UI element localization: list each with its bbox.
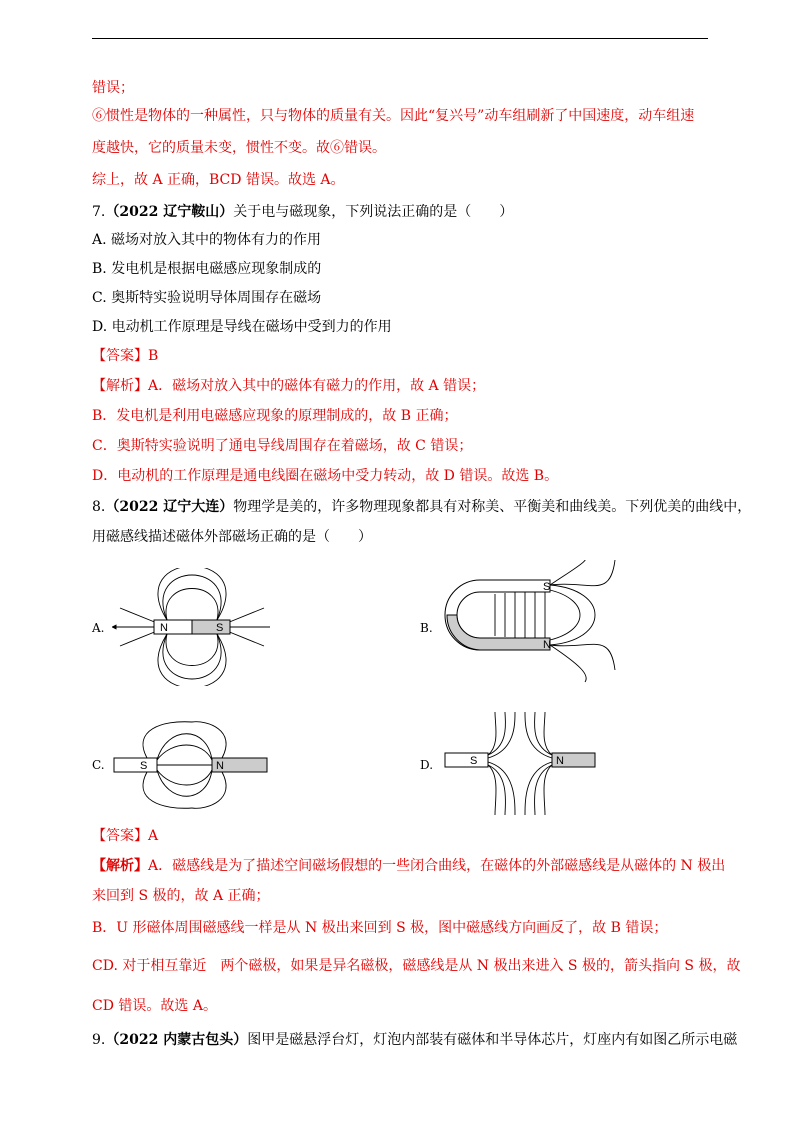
- question-7: [92, 202, 513, 222]
- explanation-line: [92, 856, 725, 876]
- pole-s-label: S: [543, 581, 551, 593]
- pole-s-label: S: [140, 760, 148, 772]
- question-text: 关于电与磁现象，下列说法正确的是（ ）: [233, 204, 514, 220]
- question-text: 物理学是美的，许多物理现象都具有对称美、平衡美和曲线美。下列优美的曲线中，: [233, 499, 752, 515]
- explanation-line: B．发电机是利用电磁感应现象的原理制成的，故 B 正确；: [92, 408, 458, 424]
- pole-n-label: N: [160, 622, 168, 634]
- question-8: [92, 497, 751, 517]
- explanation-prefix: 【解析】: [92, 858, 148, 874]
- figure-a-label: A.: [92, 621, 105, 635]
- pole-s-label: S: [216, 622, 224, 634]
- figure-d-two-magnets: [440, 710, 600, 820]
- answer: 【答案】B: [92, 348, 159, 364]
- text-line: 度越快，它的质量未变，惯性不变。故⑥错误。: [92, 140, 386, 156]
- question-number: 9.: [92, 1032, 106, 1048]
- header-rule: [92, 38, 708, 39]
- figure-c-two-magnets: [112, 720, 272, 810]
- text-line: ⑥惯性是物体的一种属性，只与物体的质量有关。因此“复兴号”动车组刷新了中国速度，动车组速: [92, 108, 695, 124]
- explanation-line: C．奥斯特实验说明了通电导线周围存在着磁场，故 C 错误；: [92, 438, 473, 454]
- explanation-line: 来回到 S 极的，故 A 正确；: [92, 888, 270, 904]
- option-a: A. 磁场对放入其中的物体有力的作用: [92, 232, 322, 248]
- explanation-line: CD. 对于相互靠近 两个磁极，如果是异名磁极，磁感线是从 N 极出来进入 S 极的，箭头指向 S 极，故: [92, 958, 741, 974]
- text-line: 综上，故 A 正确，BCD 错误。故选 A。: [92, 172, 345, 188]
- text-line: 错误；: [92, 80, 134, 96]
- option-b: B. 发电机是根据电磁感应现象制成的: [92, 261, 322, 277]
- question-number: 8.: [92, 499, 106, 515]
- question-text: 用磁感线描述磁体外部磁场正确的是（ ）: [92, 529, 372, 545]
- question-text: 图甲是磁悬浮台灯，灯泡内部装有磁体和半导体芯片，灯座内有如图乙所示电磁: [247, 1032, 738, 1048]
- explanation-line: D．电动机的工作原理是通电线圈在磁场中受力转动，故 D 错误。故选 B。: [92, 468, 559, 484]
- figure-b-label: B.: [420, 621, 433, 635]
- figure-b-u-magnet: [440, 560, 620, 685]
- figure-d-label: D.: [420, 758, 434, 772]
- explanation-line: CD 错误。故选 A。: [92, 998, 217, 1014]
- explanation-text: A．磁感线是为了描述空间磁场假想的一些闭合曲线，在磁体的外部磁感线是从磁体的 N 极出: [148, 858, 726, 874]
- figure-a-bar-magnet: [112, 568, 272, 686]
- pole-n-label: N: [556, 755, 564, 767]
- question-9: [92, 1030, 737, 1050]
- option-d: D. 电动机工作原理是导线在磁场中受到力的作用: [92, 319, 392, 335]
- pole-s-label: S: [470, 755, 478, 767]
- pole-n-label: N: [543, 639, 551, 651]
- explanation-line: B．U 形磁体周围磁感线一样是从 N 极出来回到 S 极，图中磁感线方向画反了，故 B 错误；: [92, 920, 668, 936]
- question-number: 7.: [92, 204, 106, 220]
- question-source: （2022 辽宁大连）: [105, 499, 234, 515]
- figure-c-label: C.: [92, 758, 105, 772]
- explanation-line: 【解析】A．磁场对放入其中的磁体有磁力的作用，故 A 错误；: [92, 378, 486, 394]
- option-c: C. 奥斯特实验说明导体周围存在磁场: [92, 290, 322, 306]
- question-source: （2022 辽宁鞍山）: [105, 204, 234, 220]
- question-source: （2022 内蒙古包头）: [105, 1032, 248, 1048]
- answer: 【答案】A: [92, 828, 159, 844]
- pole-n-label: N: [216, 760, 224, 772]
